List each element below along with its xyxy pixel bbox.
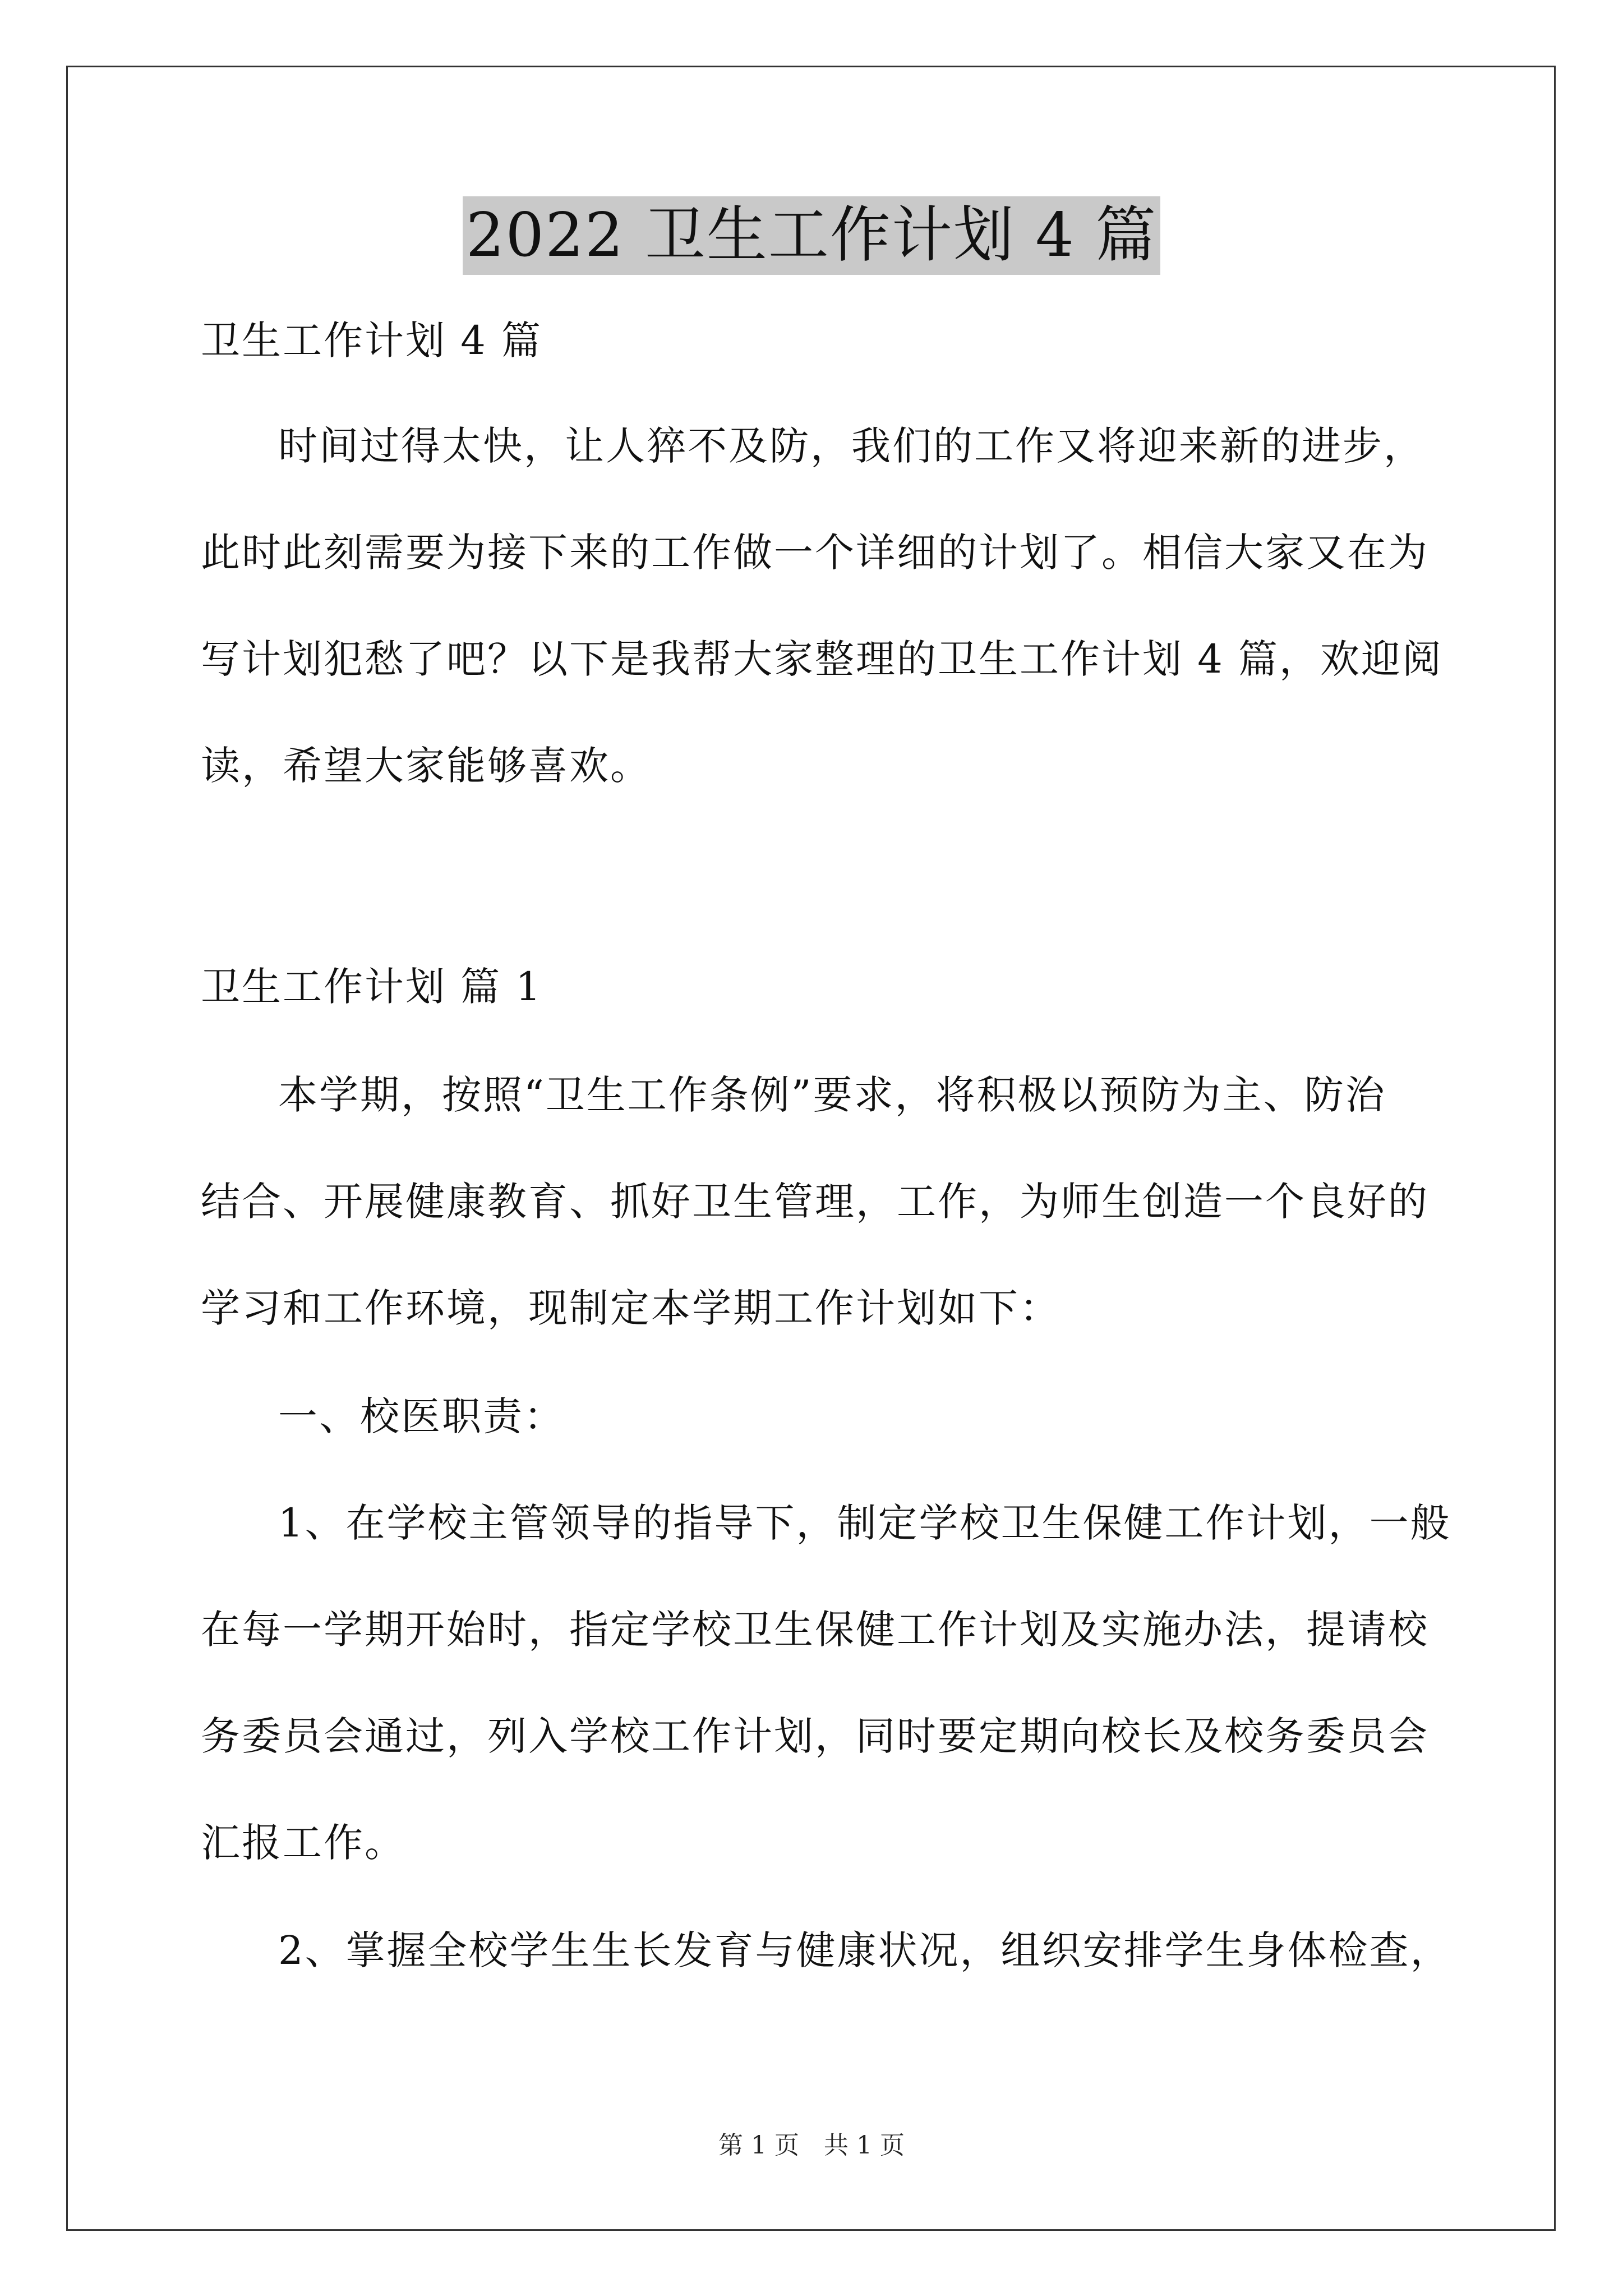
paragraph-line: 务委员会通过，列入学校工作计划，同时要定期向校长及校务委员会 — [201, 1713, 1429, 1759]
section-heading: 卫生工作计划 篇 1 — [201, 964, 543, 1010]
subsection-heading: 一、校医职责： — [278, 1393, 565, 1439]
paragraph-line: 2、掌握全校学生生长发育与健康状况，组织安排学生身体检查， — [278, 1927, 1451, 1973]
paragraph-line: 写计划犯愁了吧？以下是我帮大家整理的卫生工作计划 4 篇，欢迎阅 — [201, 636, 1444, 682]
paragraph-line: 结合、开展健康教育、抓好卫生管理，工作，为师生创造一个良好的 — [201, 1179, 1429, 1225]
paragraph-line: 本学期，按照“卫生工作条例”要求，将积极以预防为主、防治 — [278, 1072, 1386, 1118]
paragraph-line: 时间过得太快，让人猝不及防，我们的工作又将迎来新的进步， — [278, 423, 1424, 469]
paragraph-line: 此时此刻需要为接下来的工作做一个详细的计划了。相信大家又在为 — [201, 530, 1429, 576]
paragraph-line: 1、在学校主管领导的指导下，制定学校卫生保健工作计划，一般 — [278, 1500, 1451, 1546]
paragraph-line: 在每一学期开始时，指定学校卫生保健工作计划及实施办法，提请校 — [201, 1607, 1429, 1653]
paragraph-line: 汇报工作。 — [201, 1820, 405, 1866]
page-border — [66, 66, 1556, 2231]
paragraph-line: 学习和工作环境，现制定本学期工作计划如下： — [201, 1285, 1061, 1331]
intro-heading: 卫生工作计划 4 篇 — [201, 318, 543, 364]
paragraph-line: 读，希望大家能够喜欢。 — [201, 743, 651, 789]
document-title: 2022 卫生工作计划 4 篇 — [463, 196, 1161, 275]
page-footer: 第 1 页 共 1 页 — [718, 2131, 905, 2160]
title-container — [0, 196, 1623, 275]
